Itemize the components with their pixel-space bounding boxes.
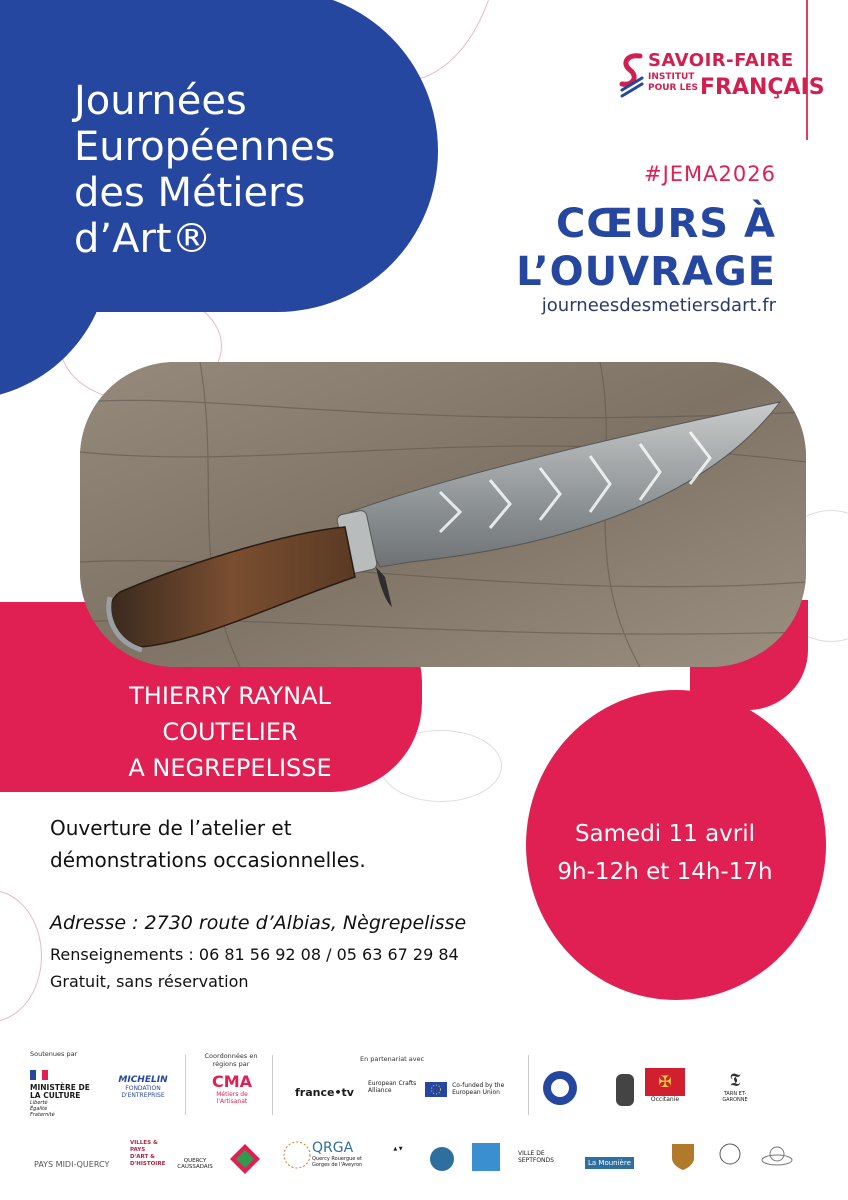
footer-separator (528, 1055, 529, 1115)
logo-vertical-line (806, 0, 808, 140)
logo-text-savoir-faire: SAVOIR-FAIRE (648, 50, 794, 71)
website-link[interactable]: journeesdesmetiersdart.fr (541, 295, 776, 316)
ministere-logo: MINISTÈRE DE LA CULTURE Liberté Égalité Fraternité (30, 1065, 110, 1118)
label-supported-by: Soutenues par (30, 1050, 78, 1058)
opening-description: Ouverture de l’atelier et démonstrations occasionnelles. (50, 816, 366, 872)
european-crafts-alliance-logo: European Crafts Alliance (368, 1080, 417, 1094)
villes-pays-art-histoire-logo: VILLES & PAYS D'ART & D'HISTOIRE (130, 1140, 166, 1167)
figures-emblem-icon (612, 1070, 638, 1110)
contact-phones: Renseignements : 06 81 56 92 08 / 05 63 67 29 84 (50, 945, 459, 964)
occitanie-logo: ✠ Occitanie (645, 1068, 685, 1103)
eu-flag-icon (425, 1082, 447, 1097)
decor-ring-left (0, 890, 42, 1022)
quercy-caussadais-logo: QUERCY CAUSSADAIS (177, 1158, 213, 1170)
hat-emblem-icon (760, 1140, 794, 1174)
qrga-logo: QRGA Quercy Rouergue et Gorges de l'Aveyron (312, 1140, 363, 1168)
pays-midi-quercy-logo: PAYS MIDI-QUERCY (34, 1160, 110, 1169)
event-date: Samedi 11 avril 9h-12h et 14h-17h (557, 821, 773, 885)
hashtag: #JEMA2026 (644, 162, 776, 186)
footer-separator (272, 1055, 273, 1115)
address: Adresse : 2730 route d’Albias, Nègrepelisse (50, 912, 467, 934)
ville-de-septfonds-logo: VILLE DE SEPTFONDS (518, 1150, 554, 1164)
tarn-et-garonne-logo: 𝕿 TARN ET-GARONNE (722, 1070, 748, 1103)
marianne-flag-icon (30, 1070, 48, 1080)
knife-photo (80, 362, 806, 667)
artist-info: THIERRY RAYNAL COUTELIER A NEGREPELISSE (128, 682, 332, 782)
blue-square-emblem-icon (472, 1143, 500, 1171)
colorful-emblem-icon (228, 1142, 262, 1176)
footer-separator (185, 1055, 186, 1115)
michelin-logo: MICHELIN FONDATION D'ENTREPRISE (118, 1075, 168, 1099)
logo-text-francais: FRANÇAIS (700, 75, 825, 100)
tourisme-quercy-logo: ▲ ▼ (393, 1146, 403, 1152)
label-coordinated: Coordonnées en régions par (204, 1052, 258, 1068)
eu-logo: Co-funded by the European Union (425, 1082, 512, 1101)
shield-emblem-icon (670, 1142, 696, 1172)
event-title: Journées Européennes des Métiers d’Art® (74, 78, 336, 262)
logo-text-small: INSTITUT POUR LES (648, 72, 698, 93)
slogan: CŒURS À L’OUVRAGE (516, 201, 776, 295)
savoir-faire-logo-icon (618, 50, 646, 100)
la-mouniere-logo: La Mounière (585, 1150, 634, 1169)
label-partnership: En partenariat avec (360, 1055, 425, 1063)
gorges-emblem-icon (428, 1145, 456, 1173)
star-emblem-icon (540, 1068, 580, 1108)
portrait-emblem-icon (715, 1140, 745, 1174)
francetv-logo: france•tv (295, 1086, 354, 1099)
free-entry-note: Gratuit, sans réservation (50, 972, 249, 991)
dots-emblem-icon (282, 1140, 312, 1170)
cma-logo: CMA Métiers de l'Artisanat (211, 1072, 253, 1105)
